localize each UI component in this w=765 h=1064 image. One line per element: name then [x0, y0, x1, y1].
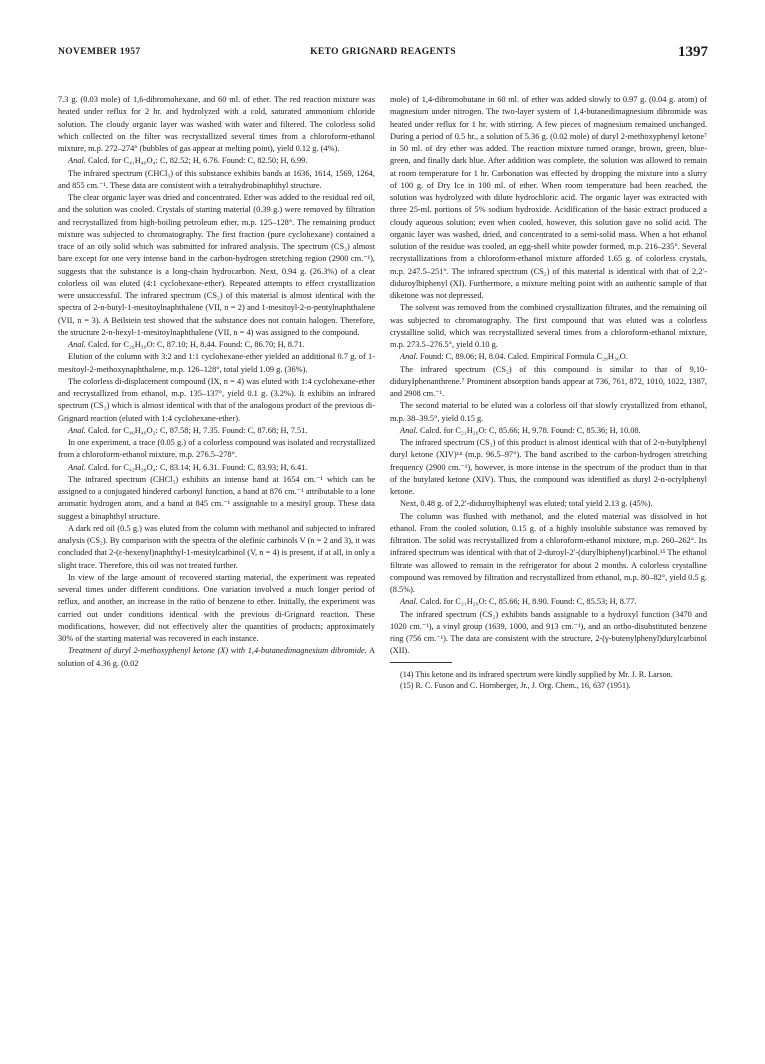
paragraph: The second material to be eluted was a colorless oil that slowly crystallized from ethanol, m.p. 38–39.5°, yield 0.15 g.	[390, 401, 707, 423]
analysis-paragraph	[58, 462, 375, 474]
paragraph: The infrared spectrum (CS₂) of this product is almost identical with that of 2-n-butylphenyl duryl ketone (XIV)¹⁴ (m.p. 96.5–97°). The band ascribed to the carbon-hydrogen stretching frequency (2900 cm.⁻¹), however, is more intense in the spectrum of the product than in that of the butylated ketone (XIV). Thus, the compound was identified as duryl 2-n-octylphenyl ketone.	[390, 438, 707, 496]
section-paragraph	[58, 645, 375, 670]
paragraph: Next, 0.48 g. of 2,2′-diduroylbiphenyl was eluted; total yield 2.13 g. (45%).	[400, 499, 653, 509]
analysis-text: Calcd. for C₄₆H₄₆O₂: C, 87.58; H, 7.35. Found: C, 87.68; H, 7.51.	[85, 425, 308, 435]
issue-date: NOVEMBER 1957	[58, 47, 141, 57]
analysis-paragraph	[58, 339, 375, 351]
section-text: A solution of 4.36 g. (0.02	[58, 646, 375, 668]
paragraph: 7.3 g. (0.03 mole) of 1,6-dibromohexane, and 60 ml. of ether. The red reaction mixture was heated under reflux for 2 hr. and hydrolyzed with a cold, saturated ammonium chloride solution. The cloudy organic layer was washed with water and filtered. The colorless solid which collected on the filter was recrystallized several times from a chloroform-ethanol mixture, m.p. 272–274° (bubbles of gas appear at melting point), yield 0.12 g. (4%).	[58, 95, 375, 153]
analysis-text: Calcd. for C₂₁H₂₆O: C, 85.66; H, 8.90. Found: C, 85.53; H, 8.77.	[417, 597, 637, 607]
running-title: KETO GRIGNARD REAGENTS	[310, 47, 456, 57]
paragraph: The clear organic layer was dried and concentrated. Ether was added to the residual red oil, and the solution was cooled. Crystals of starting material (0.39 g.) were removed by filtration and recrystallized from high-boiling petroleum ether, m.p. 125–128°. The remaining product mixture was subjected to chromatography. The first fraction (pure cyclohexane) contained a trace of an oily solid which was submitted for infrared analysis. The spectrum (CS₂) almost bare except for one very intense band in the carbon-hydrogen stretching region (2900 cm.⁻¹), suggests that the substance is a long-chain hydrocarbon. Next, 0.94 g. (26.3%) of a clear colorless oil was eluted (4:1 cyclohexane-ether). Repeated attempts to effect crystallization were unsuccessful. The infrared spectrum (CS₂) of this material is almost identical with the spectra of 2-n-butyl-1-mesitoylnaphthalene (VII, n = 2) and 1-mesitoyl-2-n-pentylnaphthalene (VII, n = 3). A Beilstein test showed that the substance does not contain halogen. Therefore, the structure 2-n-hexyl-1-mesitoylnaphthalene (VII, n = 4) was assigned to the compound.	[58, 193, 375, 337]
footnote: (14) This ketone and its infrared spectrum were kindly supplied by Mr. J. R. Larson.	[400, 669, 673, 679]
left-column	[58, 94, 375, 670]
analysis-paragraph	[390, 596, 707, 608]
paragraph: The infrared spectrum (CS₂) exhibits bands assignable to a hydroxyl function (3470 and 1020 cm.⁻¹), a vinyl group (1639, 1000, and 913 cm.⁻¹), and an ortho-disubstituted benzene ring (756 cm.⁻¹). The data are consistent with the structure, 2-(γ-butenylphenyl)durylcarbinol (XII).	[390, 609, 707, 656]
anal-label: Anal.	[68, 156, 86, 166]
analysis-text: Calcd. for C₂₁H₂₆O: C, 85.66; H, 9.78. Found: C, 85.36; H, 10.08.	[417, 425, 641, 435]
paragraph: The infrared spectrum (CHCl₃) of this substance exhibits bands at 1636, 1614, 1569, 1264, and 855 cm.⁻¹. These data are consistent with a tetrahydrobinaphthyl structure.	[58, 168, 375, 190]
analysis-text: Calcd. for C₄₂H₃₈O₄: C, 83.14; H, 6.31. Found: C, 83.93; H, 6.41.	[85, 462, 308, 472]
analysis-paragraph	[58, 425, 375, 437]
paragraph: The infrared spectrum (CS₂) of this compound is similar to that of 9,10-diduryIphenanthrene.⁷ Prominent absorption bands appear at 736, 761, 872, 1010, 1022, 1387, and 2908 cm.⁻¹.	[390, 364, 707, 398]
anal-label: Anal.	[400, 352, 418, 362]
anal-label: Anal.	[68, 462, 86, 472]
section-heading: Treatment of duryl 2-methoxyphenyl ketone (X) with 1,4-butanedimagnesium dibromide.	[68, 646, 367, 656]
analysis-paragraph	[390, 425, 707, 437]
paragraph: mole) of 1,4-dibromobutane in 60 ml. of ether was added slowly to 0.97 g. (0.04 g. atom) of magnesium under nitrogen. The two-layer system of 1,4-butanedimagnesium dibromide was heated under reflux for 1 hr. with stirring. A few pieces of magnesium remained unchanged. During a period of 0.5 hr., a solution of 5.36 g. (0.02 mole) of duryl 2-methoxyphenyl ketone⁷ in 50 ml. of dry ether was added. The reaction mixture turned orange, brown, green, blue-green, and finally dark blue. After addition was complete, the solution was allowed to remain at room temperature for 1 hr. Carbonation was effected by dropping the mixture into a slurry of 100 g. of Dry Ice in 100 ml. of ether. When room temperature had been reached, the solution was hydrolyzed with dilute hydrochloric acid. The organic layer was extracted with three 25-ml. portions of 5% sodium hydroxide. Acidification of the basic extract produced a cloudy aqueous solution; even when cooled, however, this solution gave no solid acid. The organic layer was washed, dried, and concentrated to a semi-solid mass. When a hot ethanol solution of the residue was cooled, an egg-shell white powder formed, m.p. 216–235°. Several recrystallizations from a chloroform-ethanol mixture afforded 1.65 g. of colorless crystals, m.p. 247.5–251°. The infrared spectrum (CS₂) of this material is identical with that of 2,2′-diduroylbiphenyl (XI). Furthermore, a mixture melting point with an authentic sample of that diketone was not depressed.	[390, 95, 707, 300]
analysis-paragraph	[58, 155, 375, 167]
footnote: (15) R. C. Fuson and C. Hornberger, Jr., J. Org. Chem., 16, 637 (1951).	[400, 681, 631, 691]
paragraph: The column was flushed with methanol, and the eluted material was dissolved in hot ethanol. From the cooled solution, 0.15 g. of a highly insoluble substance was removed by filtration. The solid was recrystallized from a chloroform-ethanol mixture, m.p. 260–262°. Its infrared spectrum was identical with that of 2-duroyl-2′-(durylbiphenyl)carbinol.¹⁵ The ethanol filtrate was allowed to remain in the refrigerator for about 2 months. A colorless crystalline compound was removed by filtration and recrystallized from ethanol, m.p. 80–82°, yield 0.5 g. (8.5%).	[390, 511, 707, 594]
paragraph: The infrared spectrum (CHCl₃) exhibits an intense band at 1654 cm.⁻¹ which can be assigned to a conjugated hindered carbonyl function, a band at 876 cm.⁻¹ attributable to a lone aromatic hydrogen atom, and a band at 845 cm.⁻¹ assignable to a mesityl group. These data suggest a binaphthyl structure.	[58, 474, 375, 521]
anal-label: Anal.	[68, 425, 86, 435]
paragraph: A dark red oil (0.5 g.) was eluted from the column with methanol and subjected to infrared analysis (CS₂). By comparison with the spectra of the olefinic carbinols V (n = 2 and 3), it was concluded that 2-(ε-hexenyl)naphthyl-1-mesitylcarbinol (V, n = 4) is present, if at all, in only a slight trace. Therefore, this oil was not treated further.	[58, 523, 375, 570]
anal-label: Anal.	[400, 597, 418, 607]
footnotes	[390, 669, 707, 692]
page-number: 1397	[678, 44, 708, 60]
analysis-paragraph	[390, 351, 707, 363]
paragraph: In view of the large amount of recovered starting material, the experiment was repeated several times under different conditions. One variation involved a much longer period of reflux, and another, an increase in the ratio of benzene to ether. Initially, the experiment was carried out under conditions identical with the previous di-Grignard reaction. These modifications, however, did not effectively alter the quantities of products; approximately 30% of the starting material was recovered in each instance.	[58, 572, 375, 643]
anal-label: Anal.	[68, 340, 86, 349]
anal-label: Anal.	[400, 425, 418, 435]
footnote-divider	[390, 662, 452, 663]
analysis-text: Found: C, 89.06; H, 8.04. Calcd. Empirical Formula C₂₈H₃₀O.	[417, 352, 628, 362]
paragraph: The solvent was removed from the combined crystallization filtrates, and the remaining oil was subjected to chromatography. The first compound that was eluted was a colorless crystalline solid, which was recrystallized several times from a chloroform-ethanol mixture, m.p. 273.5–276.5°, yield 0.10 g.	[390, 303, 707, 349]
analysis-text: Calcd. for C₄₁H₄₀O₄: C, 82.52; H, 6.76. Found: C, 82.50; H, 6.99.	[85, 156, 308, 166]
paragraph: In one experiment, a trace (0.05 g.) of a colorless compound was isolated and recrystallized from a chloroform-ethanol mixture, m.p. 276.5–278°.	[58, 438, 375, 460]
running-header	[58, 44, 708, 64]
analysis-text: Calcd. for C₂₆H₃₀O: C, 87.10; H, 8.44. Found: C, 86.70; H, 8.71.	[85, 340, 305, 349]
paragraph: The colorless di-displacement compound (IX, n = 4) was eluted with 1:4 cyclohexane-ether and recrystallized from ethanol, m.p. 135–137°, yield 0.1 g. (3.2%). It exhibits an infrared spectrum (CS₂) which is almost identical with that of the analogous product of the previous di-Grignard reaction (eluted with 1:4 cyclohexane-ether).	[58, 376, 375, 423]
paragraph: Elution of the column with 3:2 and 1:1 cyclohexane-ether yielded an additional 0.7 g. of 1-mesitoyl-2-methoxynaphthalene, m.p. 126–128°, total yield 1.09 g. (36%).	[58, 352, 375, 374]
right-column	[390, 94, 707, 692]
